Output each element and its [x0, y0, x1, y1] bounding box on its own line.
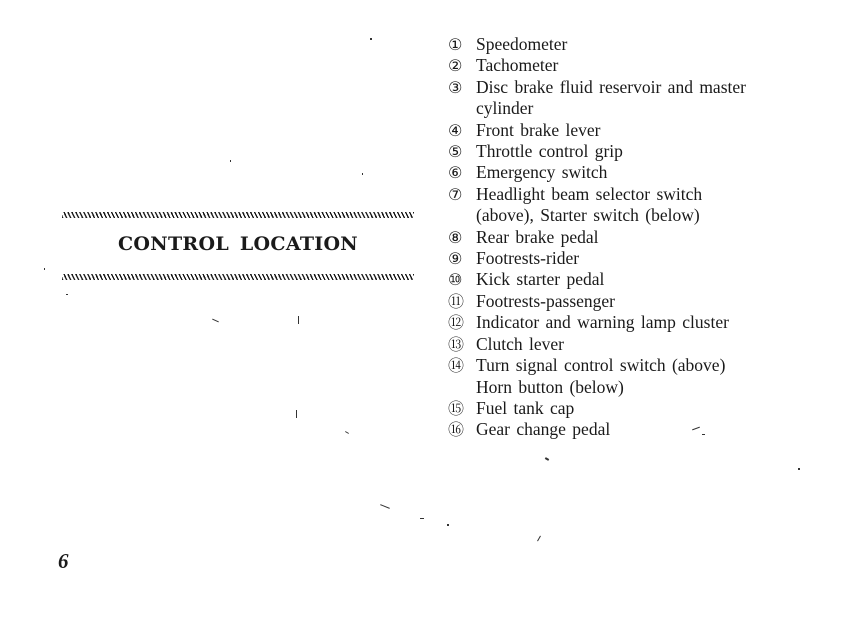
legend-number: ⑫ [448, 313, 465, 333]
scan-speck [298, 316, 299, 324]
legend-text: Front brake lever [476, 119, 601, 140]
legend-text: Speedometer [476, 34, 568, 54]
legend-item [448, 55, 828, 76]
legend-text: Clutch lever [476, 333, 565, 354]
legend-number: ③ [448, 77, 463, 97]
legend-text: Disc brake fluid reservoir and master [476, 76, 746, 97]
legend-number: ⑬ [448, 334, 465, 354]
legend-item [448, 312, 828, 333]
legend-number: ② [448, 56, 463, 76]
scan-speck [296, 410, 297, 418]
scan-speck [380, 504, 390, 509]
legend-number: ⑦ [448, 184, 463, 204]
legend-text: Gear change pedal [476, 419, 611, 440]
scan-speck [545, 457, 549, 461]
legend-item [448, 291, 828, 312]
legend-text: Kick starter pedal [476, 269, 605, 290]
legend-item [448, 227, 828, 248]
legend-text: Rear brake pedal [476, 226, 599, 247]
legend-number: ⑮ [448, 398, 465, 418]
legend-text: Throttle control grip [476, 141, 623, 162]
legend-item [448, 77, 828, 120]
legend-item [448, 120, 828, 141]
scan-speck [370, 38, 372, 40]
bottom-hatched-rule [62, 274, 414, 280]
scan-speck [447, 524, 449, 526]
legend-item [448, 248, 828, 269]
legend-number: ⑪ [448, 291, 465, 311]
legend-number: ⑥ [448, 163, 463, 183]
legend-text: Footrests-passenger [476, 290, 616, 311]
legend-text-continued: cylinder [476, 98, 534, 119]
legend-number: ⑯ [448, 420, 465, 440]
scan-speck [66, 294, 68, 295]
scan-speck [702, 434, 705, 435]
legend-text: Turn signal control switch (above) [476, 355, 726, 376]
legend-text-continued: (above), Starter switch (below) [476, 205, 700, 226]
scan-speck [537, 536, 541, 542]
legend-number: ⑤ [448, 142, 463, 162]
legend-item [448, 162, 828, 183]
legend-item [448, 334, 828, 355]
legend-number: ⑨ [448, 249, 463, 269]
scan-speck [362, 173, 363, 175]
legend-number: ④ [448, 120, 463, 140]
legend-item [448, 141, 828, 162]
legend-item [448, 269, 828, 290]
legend-text: Emergency switch [476, 162, 608, 183]
legend-text: Tachometer [476, 55, 559, 76]
legend-number: ⑭ [448, 356, 465, 376]
legend-item [448, 419, 828, 440]
top-hatched-rule [62, 212, 414, 218]
legend-number: ① [448, 35, 463, 54]
legend-number: ⑩ [448, 270, 463, 290]
legend-text: Indicator and warning lamp cluster [476, 312, 729, 333]
legend-item [448, 355, 828, 398]
legend-text: Footrests-rider [476, 248, 580, 269]
legend-number: ⑧ [448, 227, 463, 247]
scan-speck [44, 268, 45, 270]
scan-speck [230, 160, 231, 162]
control-legend-list [448, 34, 828, 441]
legend-text: Fuel tank cap [476, 397, 575, 418]
legend-text: Headlight beam selector switch [476, 183, 703, 204]
page-title: CONTROL LOCATION [118, 233, 358, 255]
legend-text-continued: Horn button (below) [476, 376, 624, 397]
scan-speck [212, 319, 219, 323]
scan-speck [420, 518, 424, 519]
scan-speck [798, 468, 800, 470]
page-number: 6 [58, 549, 69, 573]
legend-item [448, 398, 828, 419]
legend-item [448, 184, 828, 227]
scan-speck [345, 431, 349, 434]
legend-item [448, 34, 828, 55]
